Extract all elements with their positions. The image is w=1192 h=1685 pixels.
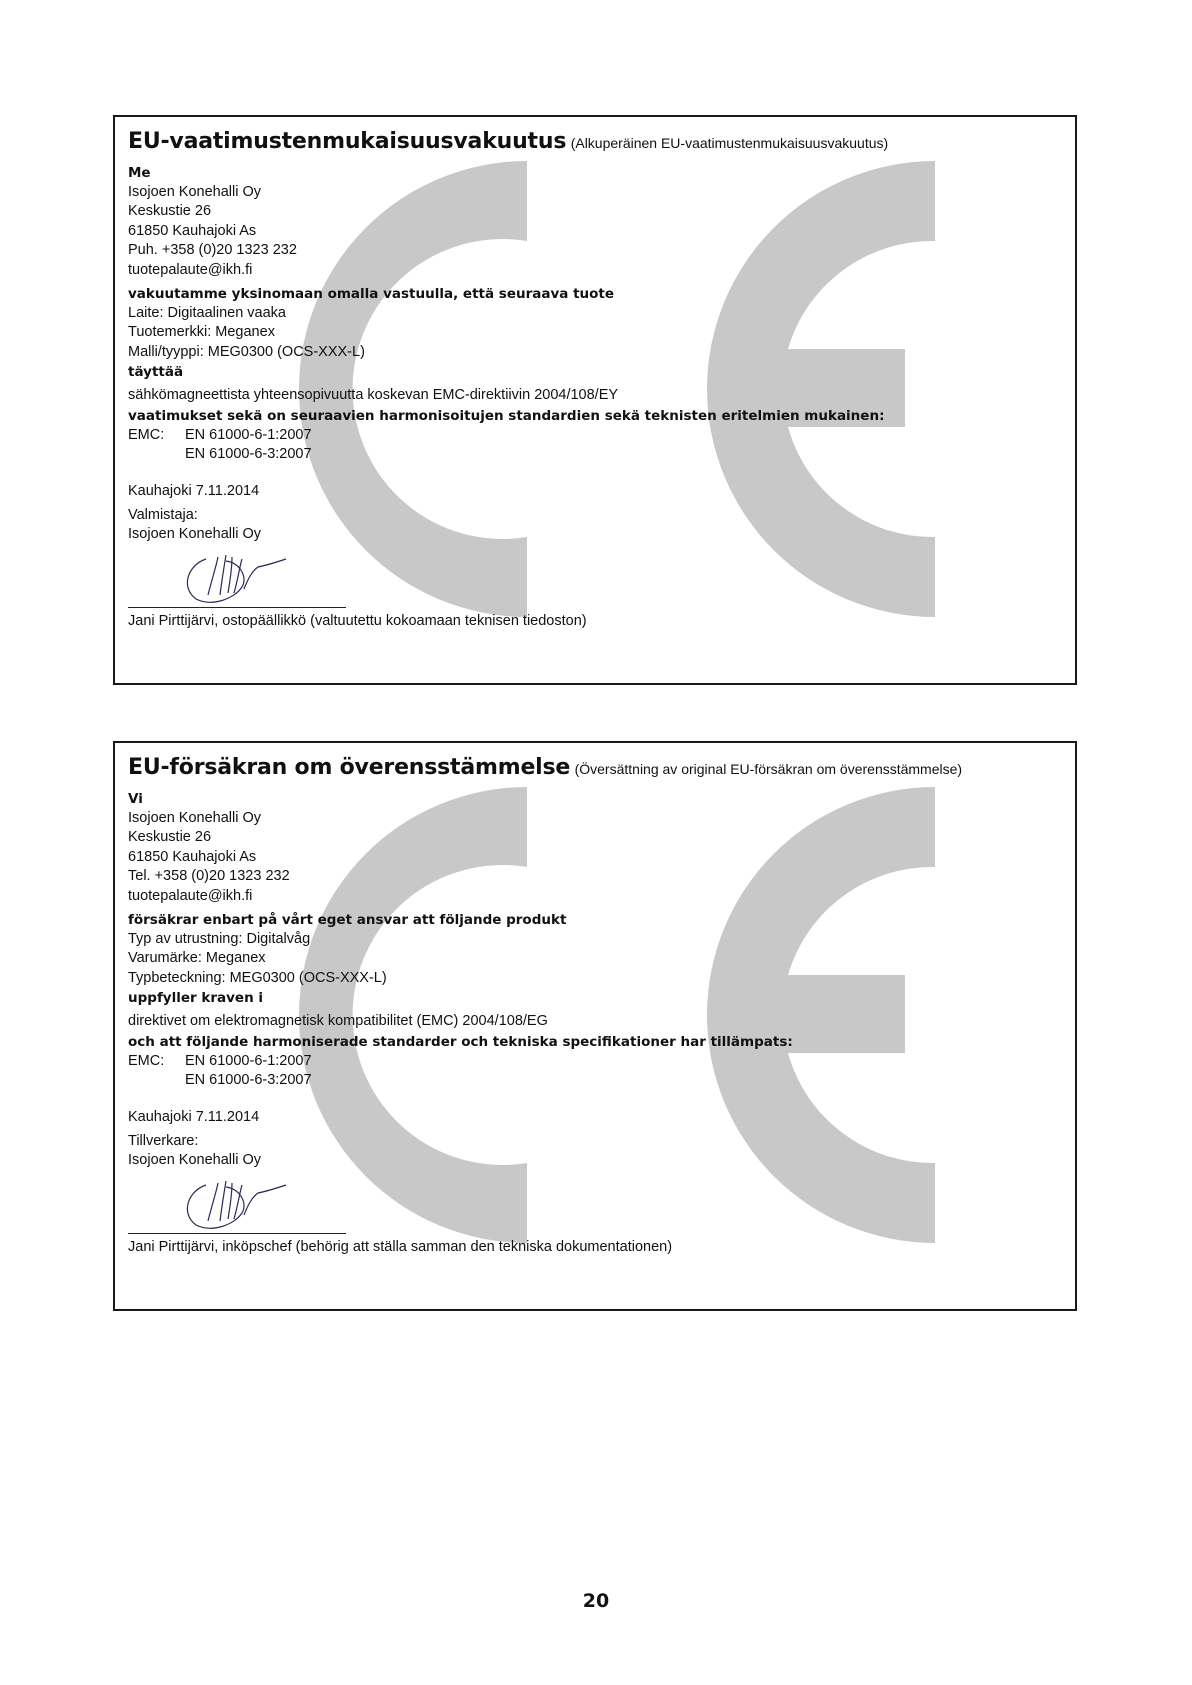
address-email: tuotepalaute@ikh.fi (128, 261, 253, 278)
signature-image (168, 1175, 288, 1233)
standard-item: EN 61000-6-3:2007 (185, 1072, 312, 1089)
declaration-finnish (113, 115, 1077, 685)
standards-list (128, 426, 1063, 465)
declaration-title: EU-vaatimustenmukaisuusvakuutus (Alkuperäinen EU-vaatimustenmukaisuusvakuutus) (128, 129, 889, 154)
fulfils-heading: täyttää (128, 364, 184, 381)
address-line: Keskustie 26 (128, 829, 212, 846)
product-info (128, 304, 1063, 362)
product-info (128, 930, 1063, 988)
we-label: Vi (128, 791, 143, 807)
directive-text: direktivet om elektromagnetisk kompatibilitet (EMC) 2004/108/EG (128, 1013, 548, 1030)
standards-list (128, 1052, 1063, 1091)
declaration-swedish (113, 741, 1077, 1311)
product-line: Laite: Digitaalinen vaaka (128, 305, 286, 322)
address-line: 61850 Kauhajoki As (128, 848, 257, 865)
declare-heading: försäkrar enbart på vårt eget ansvar att följande produkt (128, 912, 567, 929)
signatory: Jani Pirttijärvi, ostopäällikkö (valtuutettu kokoamaan teknisen tiedoston) (128, 612, 587, 629)
address-line: 61850 Kauhajoki As (128, 222, 257, 239)
manufacturer-name: Isojoen Konehalli Oy (128, 526, 261, 543)
product-line: Typ av utrustning: Digitalvåg (128, 931, 311, 948)
product-line: Varumärke: Meganex (128, 950, 266, 967)
address-line: Puh. +358 (0)20 1323 232 (128, 242, 297, 259)
declaration-title: EU-försäkran om överensstämmelse (Översättning av original EU-försäkran om överensstämmelse) (128, 755, 963, 780)
manufacturer-label: Tillverkare: (128, 1132, 199, 1149)
product-line: Malli/tyyppi: MEG0300 (OCS-XXX-L) (128, 343, 365, 360)
emc-label: EMC: (128, 426, 165, 443)
declare-heading: vakuutamme yksinomaan omalla vastuulla, että seuraava tuote (128, 286, 615, 303)
address-line: Keskustie 26 (128, 203, 212, 220)
product-line: Typbeteckning: MEG0300 (OCS-XXX-L) (128, 969, 387, 986)
emc-label: EMC: (128, 1052, 165, 1069)
address-line: Isojoen Konehalli Oy (128, 184, 261, 200)
fulfils-heading: uppfyller kraven i (128, 990, 264, 1007)
directive-text: sähkömagneettista yhteensopivuutta koskevan EMC-direktiivin 2004/108/EY (128, 387, 619, 404)
standards-heading: vaatimukset sekä on seuraavien harmonisoitujen standardien sekä teknisten eritelmien mukainen: (128, 407, 885, 424)
manufacturer-address (128, 809, 1063, 906)
address-line: Tel. +358 (0)20 1323 232 (128, 868, 290, 885)
manufacturer-address (128, 183, 1063, 280)
standard-item: EN 61000-6-1:2007 (185, 1052, 312, 1069)
standard-item: EN 61000-6-3:2007 (185, 446, 312, 463)
manufacturer-label: Valmistaja: (128, 506, 198, 523)
address-line: Isojoen Konehalli Oy (128, 810, 261, 826)
product-line: Tuotemerkki: Meganex (128, 324, 275, 341)
standard-item: EN 61000-6-1:2007 (185, 426, 312, 443)
we-label: Me (128, 165, 151, 181)
signature-image (168, 549, 288, 607)
place-date: Kauhajoki 7.11.2014 (128, 483, 260, 500)
manufacturer-name: Isojoen Konehalli Oy (128, 1152, 261, 1169)
standards-heading: och att följande harmoniserade standarder och tekniska specifikationer har tillämpats: (128, 1033, 793, 1050)
page-number: 20 (582, 1590, 610, 1612)
signatory: Jani Pirttijärvi, inköpschef (behörig att ställa samman den tekniska dokumentationen) (128, 1238, 673, 1255)
address-email: tuotepalaute@ikh.fi (128, 887, 253, 904)
place-date: Kauhajoki 7.11.2014 (128, 1109, 260, 1126)
